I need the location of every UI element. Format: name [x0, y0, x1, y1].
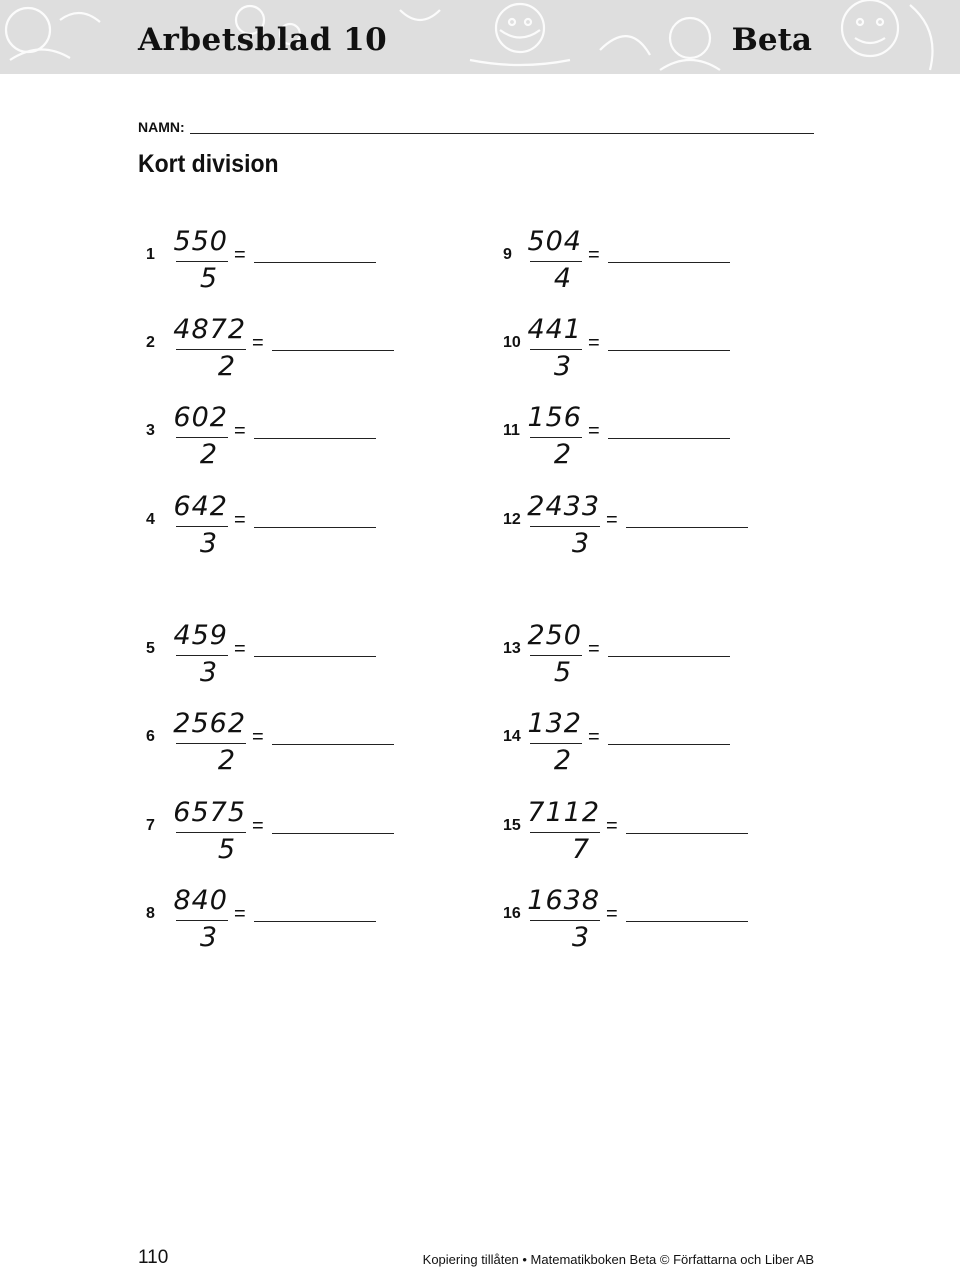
answer-line[interactable] — [608, 438, 730, 439]
equals-sign: = — [606, 903, 618, 925]
equals-sign: = — [588, 638, 600, 660]
fraction — [527, 402, 582, 478]
answer-line[interactable] — [626, 527, 748, 528]
fraction — [527, 620, 582, 696]
denominator: 3 — [199, 528, 218, 559]
fraction — [527, 491, 600, 567]
equals-sign: = — [588, 726, 600, 748]
equals-sign: = — [252, 726, 264, 748]
denominator: 3 — [553, 351, 572, 382]
problem-number: 15 — [503, 817, 521, 834]
answer-line[interactable] — [608, 262, 730, 263]
division-problem — [146, 314, 446, 400]
division-problem — [503, 708, 803, 794]
fraction-bar — [176, 437, 228, 438]
answer-line[interactable] — [626, 833, 748, 834]
answer-line[interactable] — [254, 656, 376, 657]
fraction-bar — [176, 526, 228, 527]
answer-line[interactable] — [626, 921, 748, 922]
fraction — [173, 708, 246, 784]
numerator: 2433 — [527, 491, 600, 522]
problem-number: 14 — [503, 728, 521, 745]
denominator: 7 — [571, 834, 590, 865]
equals-sign: = — [234, 509, 246, 531]
problem-number: 6 — [146, 728, 155, 745]
fraction — [527, 797, 600, 873]
answer-line[interactable] — [272, 350, 394, 351]
division-problem — [146, 402, 446, 488]
numerator: 6575 — [173, 797, 246, 828]
name-label: NAMN: — [138, 119, 185, 135]
name-field-row — [138, 118, 814, 138]
fraction-bar — [176, 832, 246, 833]
copyright-notice: Kopiering tillåten • Matematikboken Beta © Författarna och Liber AB — [422, 1252, 814, 1267]
division-problem — [503, 314, 803, 400]
answer-line[interactable] — [608, 350, 730, 351]
numerator: 840 — [173, 885, 228, 916]
fraction — [527, 226, 582, 302]
numerator: 459 — [173, 620, 228, 651]
problem-number: 16 — [503, 905, 521, 922]
problem-number: 3 — [146, 422, 155, 439]
fraction-bar — [530, 743, 582, 744]
answer-line[interactable] — [272, 744, 394, 745]
fraction — [527, 708, 582, 784]
fraction — [173, 620, 228, 696]
denominator: 3 — [571, 922, 590, 953]
equals-sign: = — [252, 815, 264, 837]
problem-number: 5 — [146, 640, 155, 657]
fraction-bar — [530, 655, 582, 656]
fraction — [527, 885, 600, 961]
fraction-bar — [530, 920, 600, 921]
problem-number: 13 — [503, 640, 521, 657]
numerator: 4872 — [173, 314, 246, 345]
division-problem — [146, 797, 446, 883]
division-problem — [146, 491, 446, 577]
numerator: 156 — [527, 402, 582, 433]
equals-sign: = — [606, 815, 618, 837]
numerator: 7112 — [527, 797, 600, 828]
numerator: 132 — [527, 708, 582, 739]
fraction — [173, 226, 228, 302]
fraction-bar — [530, 832, 600, 833]
equals-sign: = — [588, 332, 600, 354]
answer-line[interactable] — [254, 527, 376, 528]
division-problem — [503, 797, 803, 883]
name-write-line[interactable] — [190, 133, 814, 134]
problem-number: 1 — [146, 246, 155, 263]
problem-number: 8 — [146, 905, 155, 922]
fraction — [173, 491, 228, 567]
problem-number: 10 — [503, 334, 521, 351]
problem-number: 9 — [503, 246, 512, 263]
equals-sign: = — [234, 244, 246, 266]
page-number: 110 — [138, 1247, 169, 1268]
answer-line[interactable] — [254, 921, 376, 922]
answer-line[interactable] — [254, 262, 376, 263]
worksheet-title: Arbetsblad 10 — [138, 22, 388, 58]
denominator: 5 — [553, 657, 572, 688]
denominator: 2 — [199, 439, 218, 470]
denominator: 2 — [217, 745, 236, 776]
denominator: 2 — [217, 351, 236, 382]
fraction — [173, 402, 228, 478]
fraction-bar — [530, 526, 600, 527]
fraction-bar — [176, 743, 246, 744]
numerator: 550 — [173, 226, 228, 257]
answer-line[interactable] — [608, 744, 730, 745]
answer-line[interactable] — [254, 438, 376, 439]
fraction-bar — [530, 349, 582, 350]
fraction-bar — [176, 920, 228, 921]
division-problem — [503, 491, 803, 577]
numerator: 602 — [173, 402, 228, 433]
division-problem — [146, 708, 446, 794]
equals-sign: = — [588, 420, 600, 442]
fraction-bar — [176, 349, 246, 350]
fraction-bar — [176, 261, 228, 262]
equals-sign: = — [588, 244, 600, 266]
fraction — [173, 885, 228, 961]
numerator: 2562 — [173, 708, 246, 739]
header-banner — [0, 0, 960, 74]
denominator: 2 — [553, 745, 572, 776]
denominator: 3 — [199, 657, 218, 688]
equals-sign: = — [234, 638, 246, 660]
denominator: 2 — [553, 439, 572, 470]
equals-sign: = — [252, 332, 264, 354]
fraction-bar — [176, 655, 228, 656]
problem-number: 4 — [146, 511, 155, 528]
denominator: 5 — [217, 834, 236, 865]
fraction — [527, 314, 582, 390]
denominator: 5 — [199, 263, 218, 294]
denominator: 3 — [571, 528, 590, 559]
denominator: 3 — [199, 922, 218, 953]
fraction-bar — [530, 261, 582, 262]
fraction — [173, 314, 246, 390]
answer-line[interactable] — [608, 656, 730, 657]
problem-number: 11 — [503, 422, 520, 439]
answer-line[interactable] — [272, 833, 394, 834]
fraction — [173, 797, 246, 873]
division-problem — [503, 402, 803, 488]
division-problem — [503, 226, 803, 312]
equals-sign: = — [606, 509, 618, 531]
division-problem — [503, 885, 803, 971]
problem-number: 7 — [146, 817, 155, 834]
division-problem — [503, 620, 803, 706]
book-name: Beta — [731, 22, 812, 58]
division-problem — [146, 226, 446, 312]
numerator: 504 — [527, 226, 582, 257]
fraction-bar — [530, 437, 582, 438]
numerator: 642 — [173, 491, 228, 522]
denominator: 4 — [553, 263, 572, 294]
numerator: 441 — [527, 314, 582, 345]
equals-sign: = — [234, 420, 246, 442]
equals-sign: = — [234, 903, 246, 925]
division-problem — [146, 885, 446, 971]
section-title: Kort division — [138, 150, 279, 178]
problem-number: 2 — [146, 334, 155, 351]
problem-number: 12 — [503, 511, 521, 528]
numerator: 250 — [527, 620, 582, 651]
division-problem — [146, 620, 446, 706]
numerator: 1638 — [527, 885, 600, 916]
